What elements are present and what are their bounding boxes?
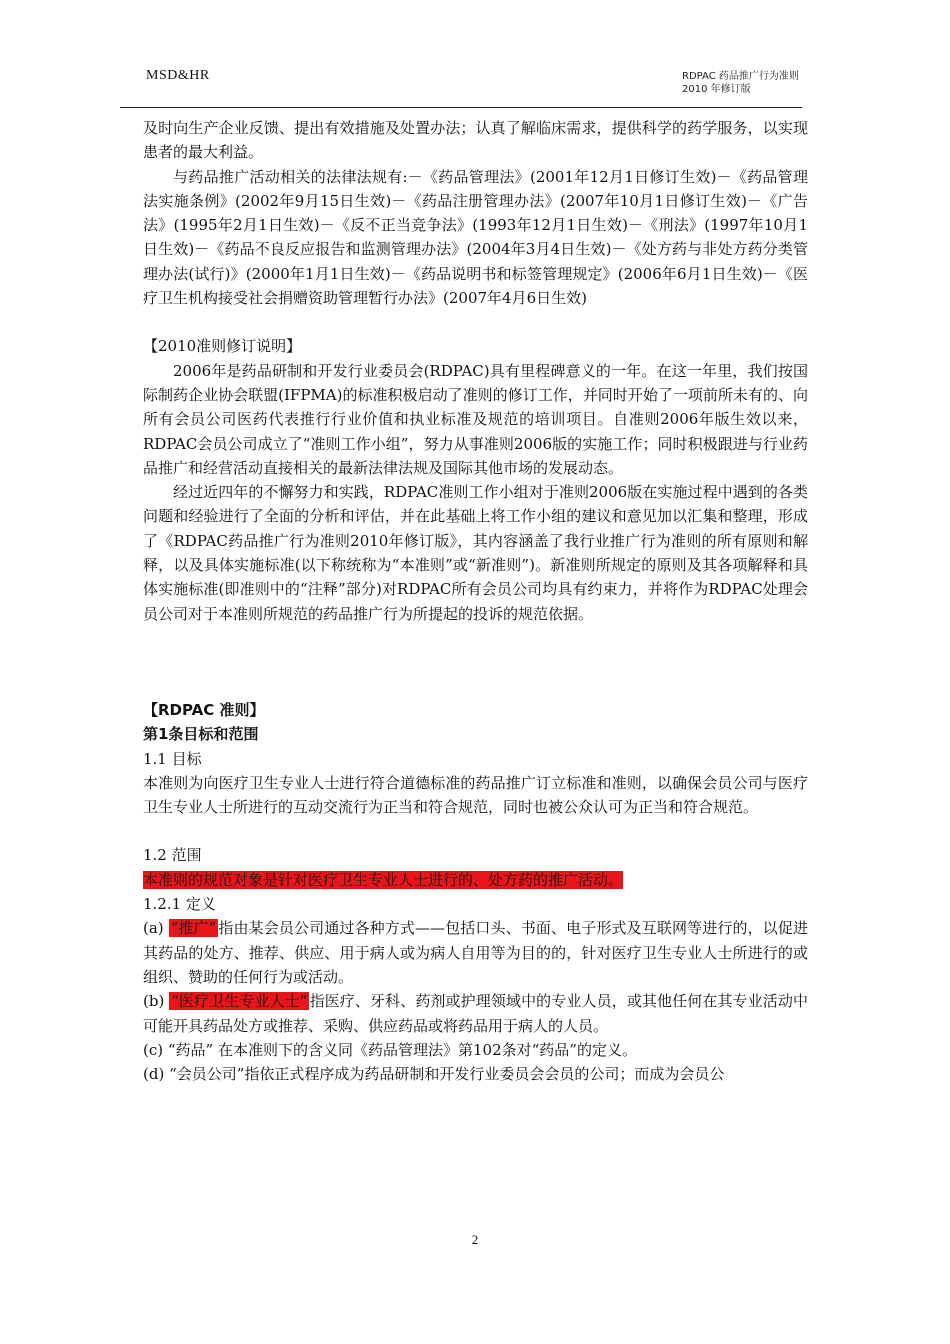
definition-a-label: (a) <box>143 919 164 938</box>
definition-a <box>143 916 808 989</box>
header-right-line2: 2010 年修订版 <box>682 84 751 95</box>
section-1-1-title: 1.1 目标 <box>143 749 202 768</box>
header-left-text: MSD&HR <box>146 68 210 83</box>
definition-b-term: “医疗卫生专业人士” <box>171 992 308 1011</box>
definition-c: (c) “药品” 在本准则下的含义同《药品管理法》第102条对“药品”的定义。 <box>143 1040 637 1059</box>
scope-statement <box>143 868 808 892</box>
header-rule <box>120 107 802 108</box>
definition-b-text: 指医疗、牙科、药剂或护理领域中的专业人员，或其他任何在其专业活动中可能开具药品处方或推荐、采购、供应药品或将药品用于病人的人员。 <box>143 992 808 1035</box>
header-right-line1: RDPAC 药品推广行为准则 <box>682 71 799 82</box>
paragraph-revision-2: 经过近四年的不懈努力和实践，RDPAC准则工作小组对于准则2006版在实施过程中遇到的各类问题和经验进行了全面的分析和评估，并在此基础上将工作小组的建议和意见加以汇集和整理，形成了《RDPAC药品推广行为准则2010年修订版》，其内容涵盖了我行业推广行为准则的所有原则和解释，以及具体实施标准(以下称统称为“本准则”或“新准则”)。新准则所规定的原则及其各项解释和具体实施标准(即准则中的“注释”部分)对RDPAC所有会员公司均具有约束力，并将作为RDPAC处理会员公司对于本准则所规范的药品推广行为所提起的投诉的规范依据。 <box>143 483 808 623</box>
paragraph-laws: 与药品推广活动相关的法律法规有:－《药品管理法》(2001年12月1日修订生效)－《药品管理法实施条例》(2002年9月15日生效)－《药品注册管理办法》(2007年10月1日修订生效)－《广告法》(1995年2月1日生效)－《反不正当竞争法》(1993年12月1日生效)－《刑法》(1997年10月1日生效)－《药品不良反应报告和监测管理办法》(2004年3月4日生效)－《处方药与非处方药分类管理办法(试行)》(2000年1月1日生效)－《药品说明书和标签管理规定》(2006年6月1日生效)－《医疗卫生机构接受社会捐赠资助管理暂行办法》(2007年4月6日生效) <box>143 167 808 308</box>
section-1-2-1-title: 1.2.1 定义 <box>143 895 216 914</box>
paragraph-1: 及时向生产企业反馈、提出有效措施及处置办法；认真了解临床需求，提供科学的药学服务，以实现患者的最大利益。 <box>143 119 808 162</box>
paragraph-revision-1: 2006年是药品研制和开发行业委员会(RDPAC)具有里程碑意义的一年。在这一年里，我们按国际制药企业协会联盟(IFPMA)的标准积极启动了准则的修订工作，并同时开始了一项前所未有的、向所有会员公司医药代表推行行业价值和执业标准及规范的培训项目。自准则2006年版生效以来，RDPAC会员公司成立了“准则工作小组”，努力从事准则2006版的实施工作；同时积极跟进与行业药品推广和经营活动直接相关的最新法律法规及国际其他市场的发展动态。 <box>143 361 808 477</box>
revision-section-title: 【2010准则修订说明】 <box>143 337 302 356</box>
definition-b <box>143 989 808 1038</box>
article-1-title: 第1条目标和范围 <box>143 725 259 744</box>
section-1-2-title: 1.2 范围 <box>143 846 202 865</box>
header-right-text <box>682 70 799 96</box>
page-number: 2 <box>471 1232 479 1247</box>
definition-b-label: (b) <box>143 992 165 1011</box>
document-body <box>143 116 808 1086</box>
definition-d: (d) “会员公司”指依正式程序成为药品研制和开发行业委员会会员的公司；而成为会员公 <box>143 1065 725 1084</box>
definition-a-text: 指由某会员公司通过各种方式——包括口头、书面、电子形式及互联网等进行的，以促进其药品的处方、推荐、供应、用于病人或为病人自用等为目的的，针对医疗卫生专业人士所进行的或组织、赞助的任何行为或活动。 <box>143 919 808 986</box>
definition-a-term: “推广” <box>170 919 217 938</box>
paragraph-objective: 本准则为向医疗卫生专业人士进行符合道德标准的药品推广订立标准和准则，以确保会员公司与医疗卫生专业人士所进行的互动交流行为正当和符合规范，同时也被公众认可为正当和符合规范。 <box>143 773 808 817</box>
code-section-title: 【RDPAC 准则】 <box>143 700 265 719</box>
scope-highlight: 本准则的规范对象是针对医疗卫生专业人士进行的、处方药的推广活动。 <box>143 870 624 889</box>
